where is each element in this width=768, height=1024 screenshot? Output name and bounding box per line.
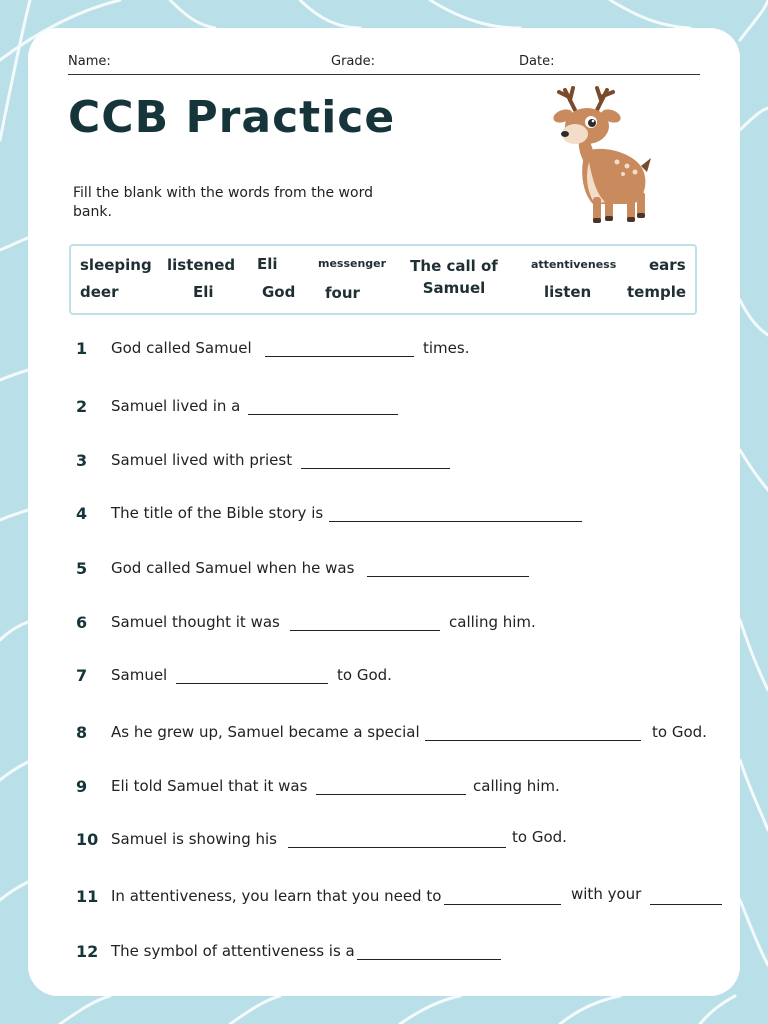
question-row xyxy=(0,395,768,419)
question-text: Samuel xyxy=(111,666,168,684)
answer-blank[interactable] xyxy=(176,683,328,684)
word-bank-item: ears xyxy=(649,256,686,274)
question-text: In attentiveness, you learn that you need to xyxy=(111,887,442,905)
answer-blank[interactable] xyxy=(316,794,466,795)
deer-icon xyxy=(545,82,660,227)
answer-blank[interactable] xyxy=(444,904,561,905)
question-text-middle: with your xyxy=(571,885,642,903)
question-text: Samuel lived in a xyxy=(111,397,241,415)
question-number: 2 xyxy=(76,397,88,416)
question-number: 6 xyxy=(76,613,88,632)
word-bank-item: listen xyxy=(544,283,592,301)
instructions: Fill the blank with the words from the word bank. xyxy=(73,185,373,220)
word-bank-item: deer xyxy=(80,283,119,301)
word-bank-item: sleeping xyxy=(80,256,152,274)
question-text-after: to God. xyxy=(512,828,567,846)
header-underline xyxy=(68,74,700,75)
question-row xyxy=(0,611,768,635)
page-title: CCB Practice xyxy=(68,92,396,143)
word-bank-item: Eli xyxy=(257,255,278,273)
word-bank-item: messenger xyxy=(318,257,387,270)
answer-blank[interactable] xyxy=(248,414,398,415)
date-label: Date: xyxy=(519,54,555,69)
question-row xyxy=(0,885,768,909)
question-number: 10 xyxy=(76,830,99,849)
question-text-after: to God. xyxy=(652,723,707,741)
question-row xyxy=(0,557,768,581)
question-number: 3 xyxy=(76,451,88,470)
answer-blank[interactable] xyxy=(329,521,582,522)
answer-blank[interactable] xyxy=(425,740,641,741)
question-text: Samuel is showing his xyxy=(111,830,277,848)
question-text: Samuel lived with priest xyxy=(111,451,293,469)
question-number: 12 xyxy=(76,942,99,961)
word-bank-item: Eli xyxy=(193,283,214,301)
answer-blank[interactable] xyxy=(301,468,450,469)
answer-blank[interactable] xyxy=(357,959,501,960)
question-row xyxy=(0,940,768,964)
question-row xyxy=(0,449,768,473)
grade-label: Grade: xyxy=(331,54,376,69)
question-row xyxy=(0,828,768,852)
question-number: 9 xyxy=(76,777,88,796)
question-row xyxy=(0,337,768,361)
question-text: The title of the Bible story is xyxy=(111,504,324,522)
question-number: 8 xyxy=(76,723,88,742)
answer-blank[interactable] xyxy=(650,904,722,905)
word-bank-item: The call of Samuel xyxy=(410,257,498,297)
word-bank xyxy=(69,244,697,315)
question-text: God called Samuel xyxy=(111,339,252,357)
question-text: Samuel thought it was xyxy=(111,613,280,631)
question-text-after: calling him. xyxy=(449,613,536,631)
question-text: God called Samuel when he was xyxy=(111,559,355,577)
question-text-after: calling him. xyxy=(473,777,560,795)
answer-blank[interactable] xyxy=(288,847,506,848)
word-bank-item: four xyxy=(325,284,360,302)
answer-blank[interactable] xyxy=(367,576,529,577)
question-row xyxy=(0,721,768,745)
question-row xyxy=(0,502,768,526)
name-label: Name: xyxy=(68,54,111,69)
question-number: 1 xyxy=(76,339,88,358)
question-text: The symbol of attentiveness is a xyxy=(111,942,355,960)
question-number: 4 xyxy=(76,504,88,523)
word-bank-item: temple xyxy=(627,283,687,301)
answer-blank[interactable] xyxy=(290,630,440,631)
question-number: 7 xyxy=(76,666,88,685)
question-number: 5 xyxy=(76,559,88,578)
word-bank-item: God xyxy=(262,283,296,301)
question-text-after: times. xyxy=(423,339,470,357)
question-text-after: to God. xyxy=(337,666,392,684)
word-bank-item: attentiveness xyxy=(531,258,617,271)
question-row xyxy=(0,775,768,799)
question-number: 11 xyxy=(76,887,99,906)
answer-blank[interactable] xyxy=(265,356,414,357)
word-bank-item: listened xyxy=(167,256,236,274)
question-text: Eli told Samuel that it was xyxy=(111,777,308,795)
question-row xyxy=(0,664,768,688)
question-text: As he grew up, Samuel became a special xyxy=(111,723,420,741)
